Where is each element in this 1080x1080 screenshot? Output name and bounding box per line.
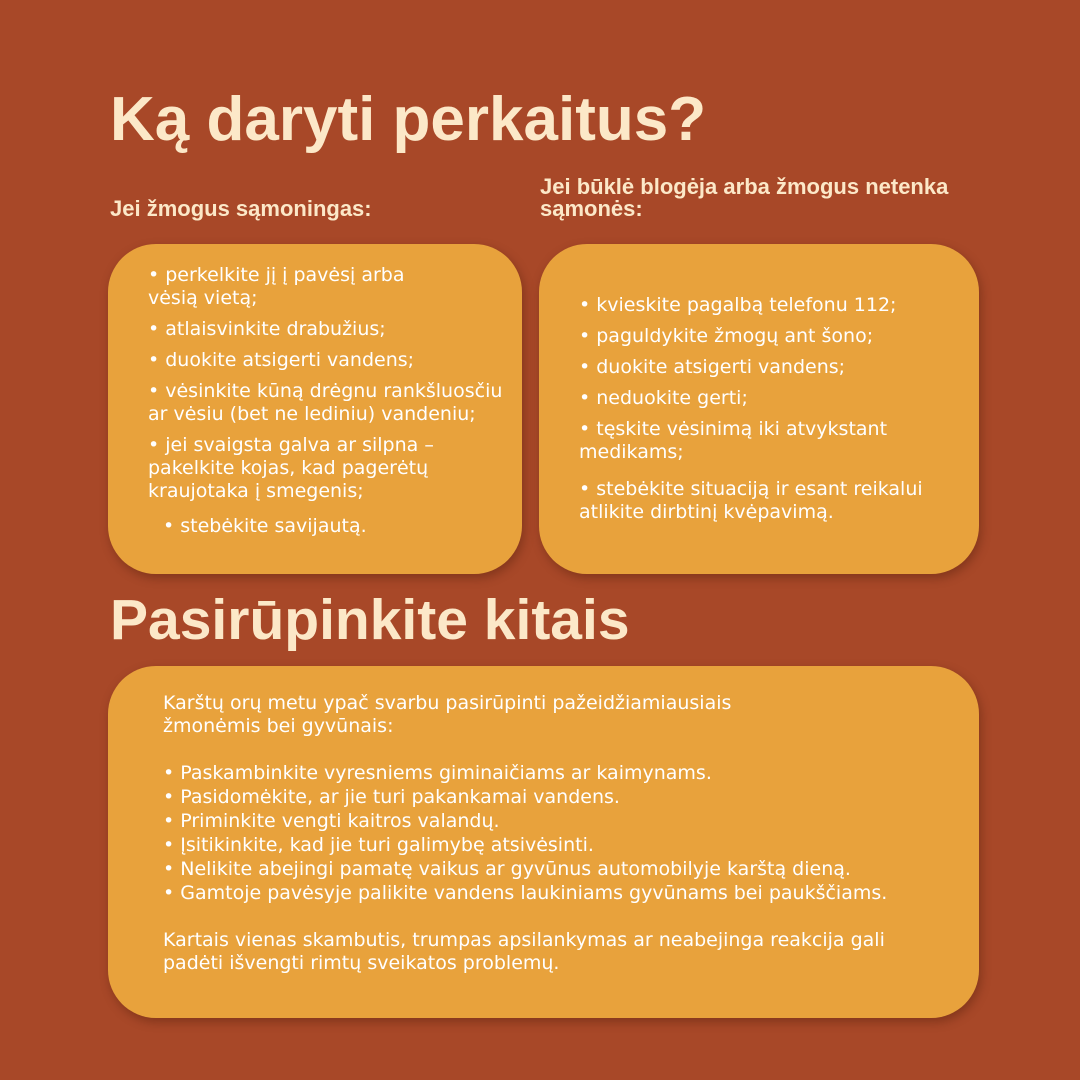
- list-item: • Nelikite abejingi pamatę vaikus ar gyvūnus automobilyje karštą dieną.: [163, 858, 851, 880]
- list-item: • stebėkite situaciją ir esant reikalui atlikite dirbtinį kvėpavimą.: [579, 478, 923, 523]
- list-item: • Pasidomėkite, ar jie turi pakankamai vandens.: [163, 786, 620, 808]
- list-item: • stebėkite savijautą.: [163, 515, 367, 537]
- list-item: • Įsitikinkite, kad jie turi galimybę atsivėsinti.: [163, 834, 594, 856]
- conscious-card: [108, 244, 522, 574]
- list-item: • duokite atsigerti vandens;: [148, 349, 415, 371]
- care-intro: Karštų orų metu ypač svarbu pasirūpinti pažeidžiamiausiais žmonėmis bei gyvūnais:: [163, 692, 732, 737]
- conscious-list: [148, 264, 510, 538]
- list-item: • perkelkite jį į pavėsį arba vėsią vietą;: [148, 264, 405, 309]
- list-item: • Gamtoje pavėsyje palikite vandens laukiniams gyvūnams bei paukščiams.: [163, 882, 888, 904]
- list-item: • neduokite gerti;: [579, 387, 748, 409]
- list-item: • kvieskite pagalbą telefonu 112;: [579, 294, 897, 316]
- list-item: • tęskite vėsinimą iki atvykstant medikams;: [579, 418, 888, 463]
- list-item: • Paskambinkite vyresniems giminaičiams ar kaimynams.: [163, 762, 712, 784]
- unconscious-list: [579, 294, 967, 524]
- section-title: Pasirūpinkite kitais: [110, 588, 630, 652]
- unconscious-card: [539, 244, 979, 574]
- unconscious-heading: Jei būklė blogėja arba žmogus netenka sąmonės:: [540, 174, 949, 221]
- care-card: [108, 666, 979, 1018]
- list-item: • jei svaigsta galva ar silpna – pakelkite kojas, kad pagerėtų kraujotaka į smegenis;: [148, 434, 434, 502]
- list-item: • atlaisvinkite drabužius;: [148, 318, 386, 340]
- conscious-heading: Jei žmogus sąmoningas:: [110, 196, 372, 221]
- list-item: • vėsinkite kūną drėgnu rankšluosčiu ar vėsiu (bet ne lediniu) vandeniu;: [148, 380, 503, 425]
- care-list: [163, 762, 959, 905]
- list-item: • Priminkite vengti kaitros valandų.: [163, 810, 500, 832]
- care-outro: Kartais vienas skambutis, trumpas apsilankymas ar neabejinga reakcija gali padėti išvengti rimtų sveikatos problemų.: [163, 929, 885, 974]
- list-item: • paguldykite žmogų ant šono;: [579, 325, 874, 347]
- list-item: • duokite atsigerti vandens;: [579, 356, 846, 378]
- page-title: Ką daryti perkaitus?: [110, 85, 707, 154]
